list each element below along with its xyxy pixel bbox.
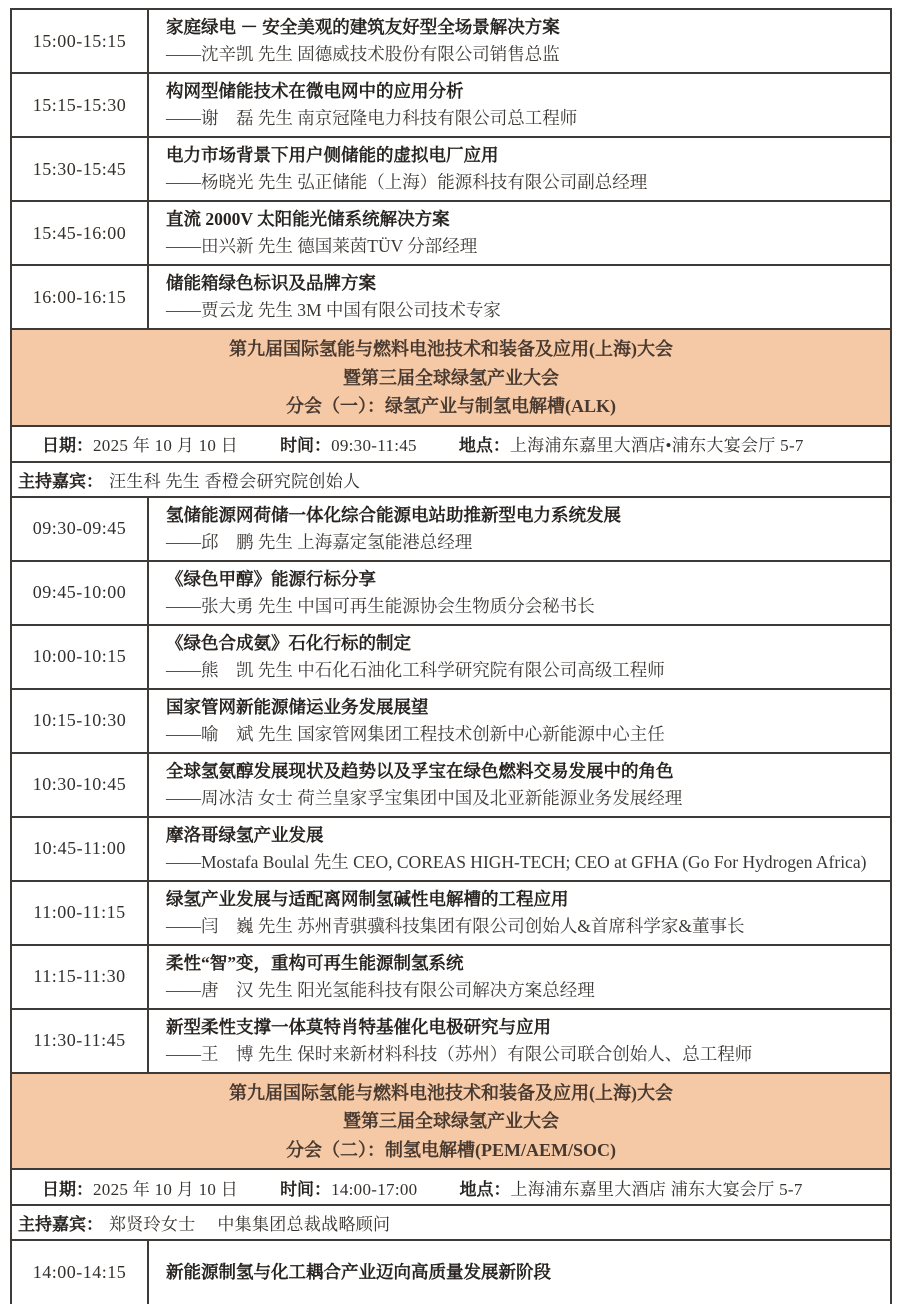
session-speaker: ——沈辛凯 先生 固德威技术股份有限公司销售总监: [166, 44, 560, 64]
session-speaker: ——田兴新 先生 德国莱茵TÜV 分部经理: [166, 236, 478, 256]
session-row: [12, 946, 890, 1010]
session-content: [149, 754, 890, 816]
session-content: [149, 74, 890, 136]
time-value: 09:30-11:45: [331, 436, 417, 455]
session-time: 09:30-09:45: [12, 498, 149, 560]
session-title: 摩洛哥绿氢产业发展: [166, 824, 324, 845]
session-content: [149, 1010, 890, 1072]
venue-label: 地点：: [459, 1179, 511, 1199]
banner-line-2: 暨第三届全球绿氢产业大会: [343, 367, 559, 388]
session-speaker: ——张大勇 先生 中国可再生能源协会生物质分会秘书长: [166, 595, 595, 616]
session-content: [149, 202, 890, 264]
info-venue-group: [459, 1175, 802, 1200]
session-title: 电力市场背景下用户侧储能的虚拟电厂应用: [166, 145, 499, 165]
host-text: 郑贤玲女士 中集集团总裁战略顾问: [109, 1215, 391, 1234]
session-title: 构网型储能技术在微电网中的应用分析: [166, 81, 464, 101]
session-time: 15:00-15:15: [12, 10, 149, 72]
info-time-group: [280, 1175, 417, 1200]
session-content: [149, 882, 890, 944]
session-speaker: ——唐 汉 先生 阳光氢能科技有限公司解决方案总经理: [166, 979, 595, 1000]
host-row: [12, 463, 890, 498]
session-content: [149, 498, 890, 560]
info-time-group: [280, 431, 417, 456]
session-row: [12, 626, 890, 690]
session-row: [12, 562, 890, 626]
session-speaker: ——熊 凯 先生 中石化石油化工科学研究院有限公司高级工程师: [166, 659, 665, 680]
session-row: [12, 1241, 890, 1304]
date-value: 2025 年 10 月 10 日: [93, 436, 239, 455]
date-label: 日期：: [42, 436, 93, 455]
session-content: [149, 10, 890, 72]
info-date-group: [42, 431, 238, 456]
session-title: 《绿色合成氨》石化行标的制定: [166, 632, 411, 653]
session-speaker: ——贾云龙 先生 3M 中国有限公司技术专家: [166, 300, 501, 320]
host-text: 汪生科 先生 香橙会研究院创始人: [109, 471, 361, 491]
session-row: [12, 202, 890, 266]
session-row: [12, 74, 890, 138]
session-speaker: ——邱 鹏 先生 上海嘉定氢能港总经理: [166, 531, 473, 552]
session-title: 柔性“智”变，重构可再生能源制氢系统: [166, 952, 464, 973]
session-time: 11:15-11:30: [12, 946, 149, 1008]
banner-line-3: 分会（二）：制氢电解槽(PEM/AEM/SOC): [286, 1139, 616, 1160]
session-time: 15:45-16:00: [12, 202, 149, 264]
session-time: 09:45-10:00: [12, 562, 149, 624]
date-value: 2025 年 10 月 10 日: [93, 1179, 239, 1199]
session-time: 10:15-10:30: [12, 690, 149, 752]
banner-line-1: 第九届国际氢能与燃料电池技术和装备及应用(上海)大会: [229, 1082, 673, 1103]
session-row: [12, 266, 890, 330]
session-title: 国家管网新能源储运业务发展展望: [166, 696, 429, 717]
session-title: 全球氢氨醇发展现状及趋势以及孚宝在绿色燃料交易发展中的角色: [166, 760, 674, 781]
session-info-row: [12, 1170, 890, 1206]
session-row: [12, 754, 890, 818]
session-row: [12, 882, 890, 946]
session-content: [149, 266, 890, 328]
session-speaker: ——谢 磊 先生 南京冠隆电力科技有限公司总工程师: [166, 108, 578, 128]
session-row: [12, 498, 890, 562]
venue-label: 地点：: [458, 436, 510, 455]
banner-line-1: 第九届国际氢能与燃料电池技术和装备及应用(上海)大会: [229, 339, 673, 359]
host-label: 主持嘉宾：: [18, 1215, 103, 1234]
session-speaker: ——周冰洁 女士 荷兰皇家孚宝集团中国及北亚新能源业务发展经理: [166, 787, 683, 808]
agenda-table: [10, 8, 892, 1304]
session-time: 14:00-14:15: [12, 1241, 149, 1304]
session-title: 储能箱绿色标识及品牌方案: [166, 273, 376, 293]
session-content: [149, 138, 890, 200]
time-label: 时间：: [280, 1179, 332, 1199]
host-label: 主持嘉宾：: [18, 471, 103, 491]
session-time: 15:30-15:45: [12, 138, 149, 200]
session-row: [12, 138, 890, 202]
session-speaker: ——Mostafa Boulal 先生 CEO, COREAS HIGH-TECH; CEO at GFHA (Go For Hydrogen Africa): [166, 851, 867, 872]
session-content: [149, 1241, 890, 1304]
session-content: [149, 626, 890, 688]
session-row: [12, 690, 890, 754]
session-row: [12, 818, 890, 882]
venue-value: 上海浦东嘉里大酒店 浦东大宴会厅 5-7: [510, 1179, 803, 1199]
session-title: 氢储能源网荷储一体化综合能源电站助推新型电力系统发展: [166, 504, 621, 525]
session-content: [149, 818, 890, 880]
session-title: 新能源制氢与化工耦合产业迈向高质量发展新阶段: [166, 1261, 551, 1282]
session-speaker: ——喻 斌 先生 国家管网集团工程技术创新中心新能源中心主任: [166, 723, 665, 744]
session-row: [12, 10, 890, 74]
conference-banner: [12, 1074, 890, 1171]
date-label: 日期：: [42, 1179, 93, 1199]
session-speaker: ——杨晓光 先生 弘正储能（上海）能源科技有限公司副总经理: [166, 172, 648, 192]
session-info-row: [12, 427, 890, 463]
session-content: [149, 562, 890, 624]
session-content: [149, 690, 890, 752]
info-date-group: [42, 1175, 238, 1200]
conference-banner: [12, 330, 890, 427]
session-row: [12, 1010, 890, 1074]
session-time: 10:00-10:15: [12, 626, 149, 688]
session-title: 绿氢产业发展与适配离网制氢碱性电解槽的工程应用: [166, 888, 569, 909]
session-time: 11:00-11:15: [12, 882, 149, 944]
session-title: 家庭绿电 － 安全美观的建筑友好型全场景解决方案: [166, 17, 560, 37]
time-value: 14:00-17:00: [331, 1179, 418, 1199]
session-speaker: ——闫 巍 先生 苏州青骐骥科技集团有限公司创始人&首席科学家&董事长: [166, 915, 745, 936]
session-time: 10:30-10:45: [12, 754, 149, 816]
info-venue-group: [459, 431, 804, 456]
session-time: 16:00-16:15: [12, 266, 149, 328]
host-row: [12, 1206, 890, 1241]
session-title: 直流 2000V 太阳能光储系统解决方案: [166, 209, 450, 229]
session-time: 15:15-15:30: [12, 74, 149, 136]
banner-line-3: 分会（一）：绿氢产业与制氢电解槽(ALK): [286, 396, 616, 416]
banner-line-2: 暨第三届全球绿氢产业大会: [343, 1111, 559, 1131]
time-label: 时间：: [280, 436, 332, 455]
session-content: [149, 946, 890, 1008]
session-time: 10:45-11:00: [12, 818, 149, 880]
session-speaker: ——王 博 先生 保时来新材料科技（苏州）有限公司联合创始人、总工程师: [166, 1043, 753, 1064]
session-title: 新型柔性支撑一体莫特肖特基催化电极研究与应用: [166, 1016, 551, 1037]
venue-value: 上海浦东嘉里大酒店•浦东大宴会厅 5-7: [509, 436, 804, 455]
session-title: 《绿色甲醇》能源行标分享: [166, 568, 376, 589]
session-time: 11:30-11:45: [12, 1010, 149, 1072]
